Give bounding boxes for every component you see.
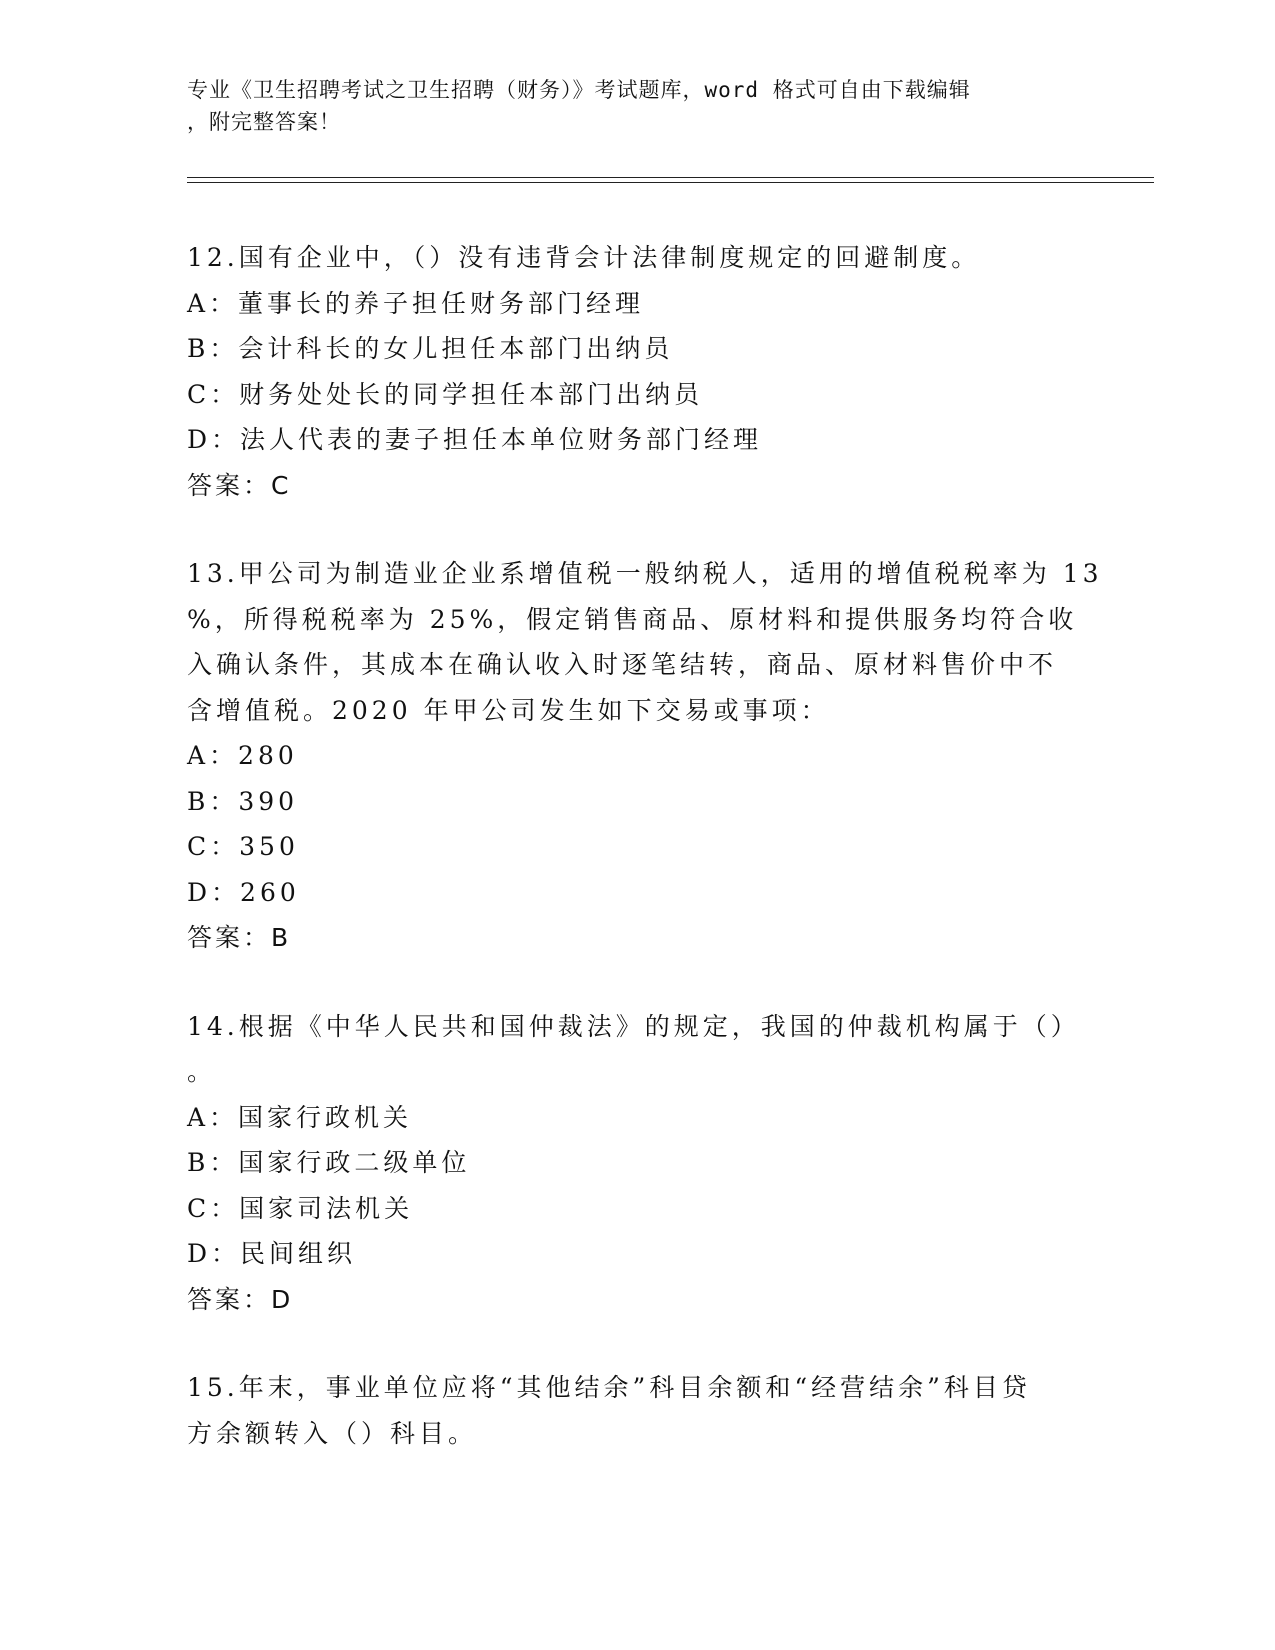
- question-text: 12.国有企业中，（）没有违背会计法律制度规定的回避制度。: [187, 243, 981, 272]
- question-text: 含增值税。2020 年甲公司发生如下交易或事项：: [187, 695, 830, 725]
- option-a: A：国家行政机关: [187, 1102, 413, 1132]
- header-line: ，附完整答案！: [187, 110, 341, 134]
- question-text: 13.甲公司为制造业企业系增值税一般纳税人，适用的增值税税率为 13: [187, 559, 1103, 588]
- option-a: A：董事长的养子担任财务部门经理: [187, 288, 645, 318]
- option-d: D：法人代表的妻子担任本单位财务部门经理: [187, 425, 763, 454]
- question-12: [187, 235, 1087, 508]
- option-c: C：350: [187, 832, 299, 861]
- question-text: 14.根据《中华人民共和国仲裁法》的规定，我国的仲裁机构属于（）: [187, 1011, 1080, 1041]
- option-b: B：会计科长的女儿担任本部门出纳员: [187, 334, 674, 363]
- answer: 答案：B: [187, 923, 292, 952]
- header-divider: [187, 177, 1154, 178]
- question-text: 入确认条件，其成本在确认收入时逐笔结转，商品、原材料售价中不: [187, 650, 1058, 679]
- answer: 答案：D: [187, 1284, 294, 1314]
- question-list: [187, 235, 1103, 1499]
- question-text: %，所得税税率为 25%，假定销售商品、原材料和提供服务均符合收: [187, 604, 1078, 634]
- option-c: C：财务处处长的同学担任本部门出纳员: [187, 379, 704, 409]
- option-d: D：民间组织: [187, 1239, 357, 1268]
- question-15: [187, 1365, 1087, 1456]
- answer: 答案：C: [187, 470, 292, 500]
- option-b: B：国家行政二级单位: [187, 1148, 471, 1177]
- document-header: [187, 74, 1067, 138]
- option-a: A：280: [187, 741, 298, 770]
- question-14: [187, 1004, 1087, 1323]
- header-line: 专业《卫生招聘考试之卫生招聘（财务）》考试题库，word 格式可自由下载编辑: [187, 78, 971, 102]
- question-text: 方余额转入（）科目。: [187, 1418, 478, 1448]
- question-text: 15.年末，事业单位应将“其他结余”科目余额和“经营结余”科目贷: [187, 1373, 1031, 1402]
- option-d: D：260: [187, 877, 300, 907]
- question-text: 。: [187, 1057, 217, 1086]
- question-13: [187, 551, 1103, 961]
- option-c: C：国家司法机关: [187, 1193, 414, 1223]
- header-divider: [187, 182, 1154, 183]
- option-b: B：390: [187, 786, 299, 816]
